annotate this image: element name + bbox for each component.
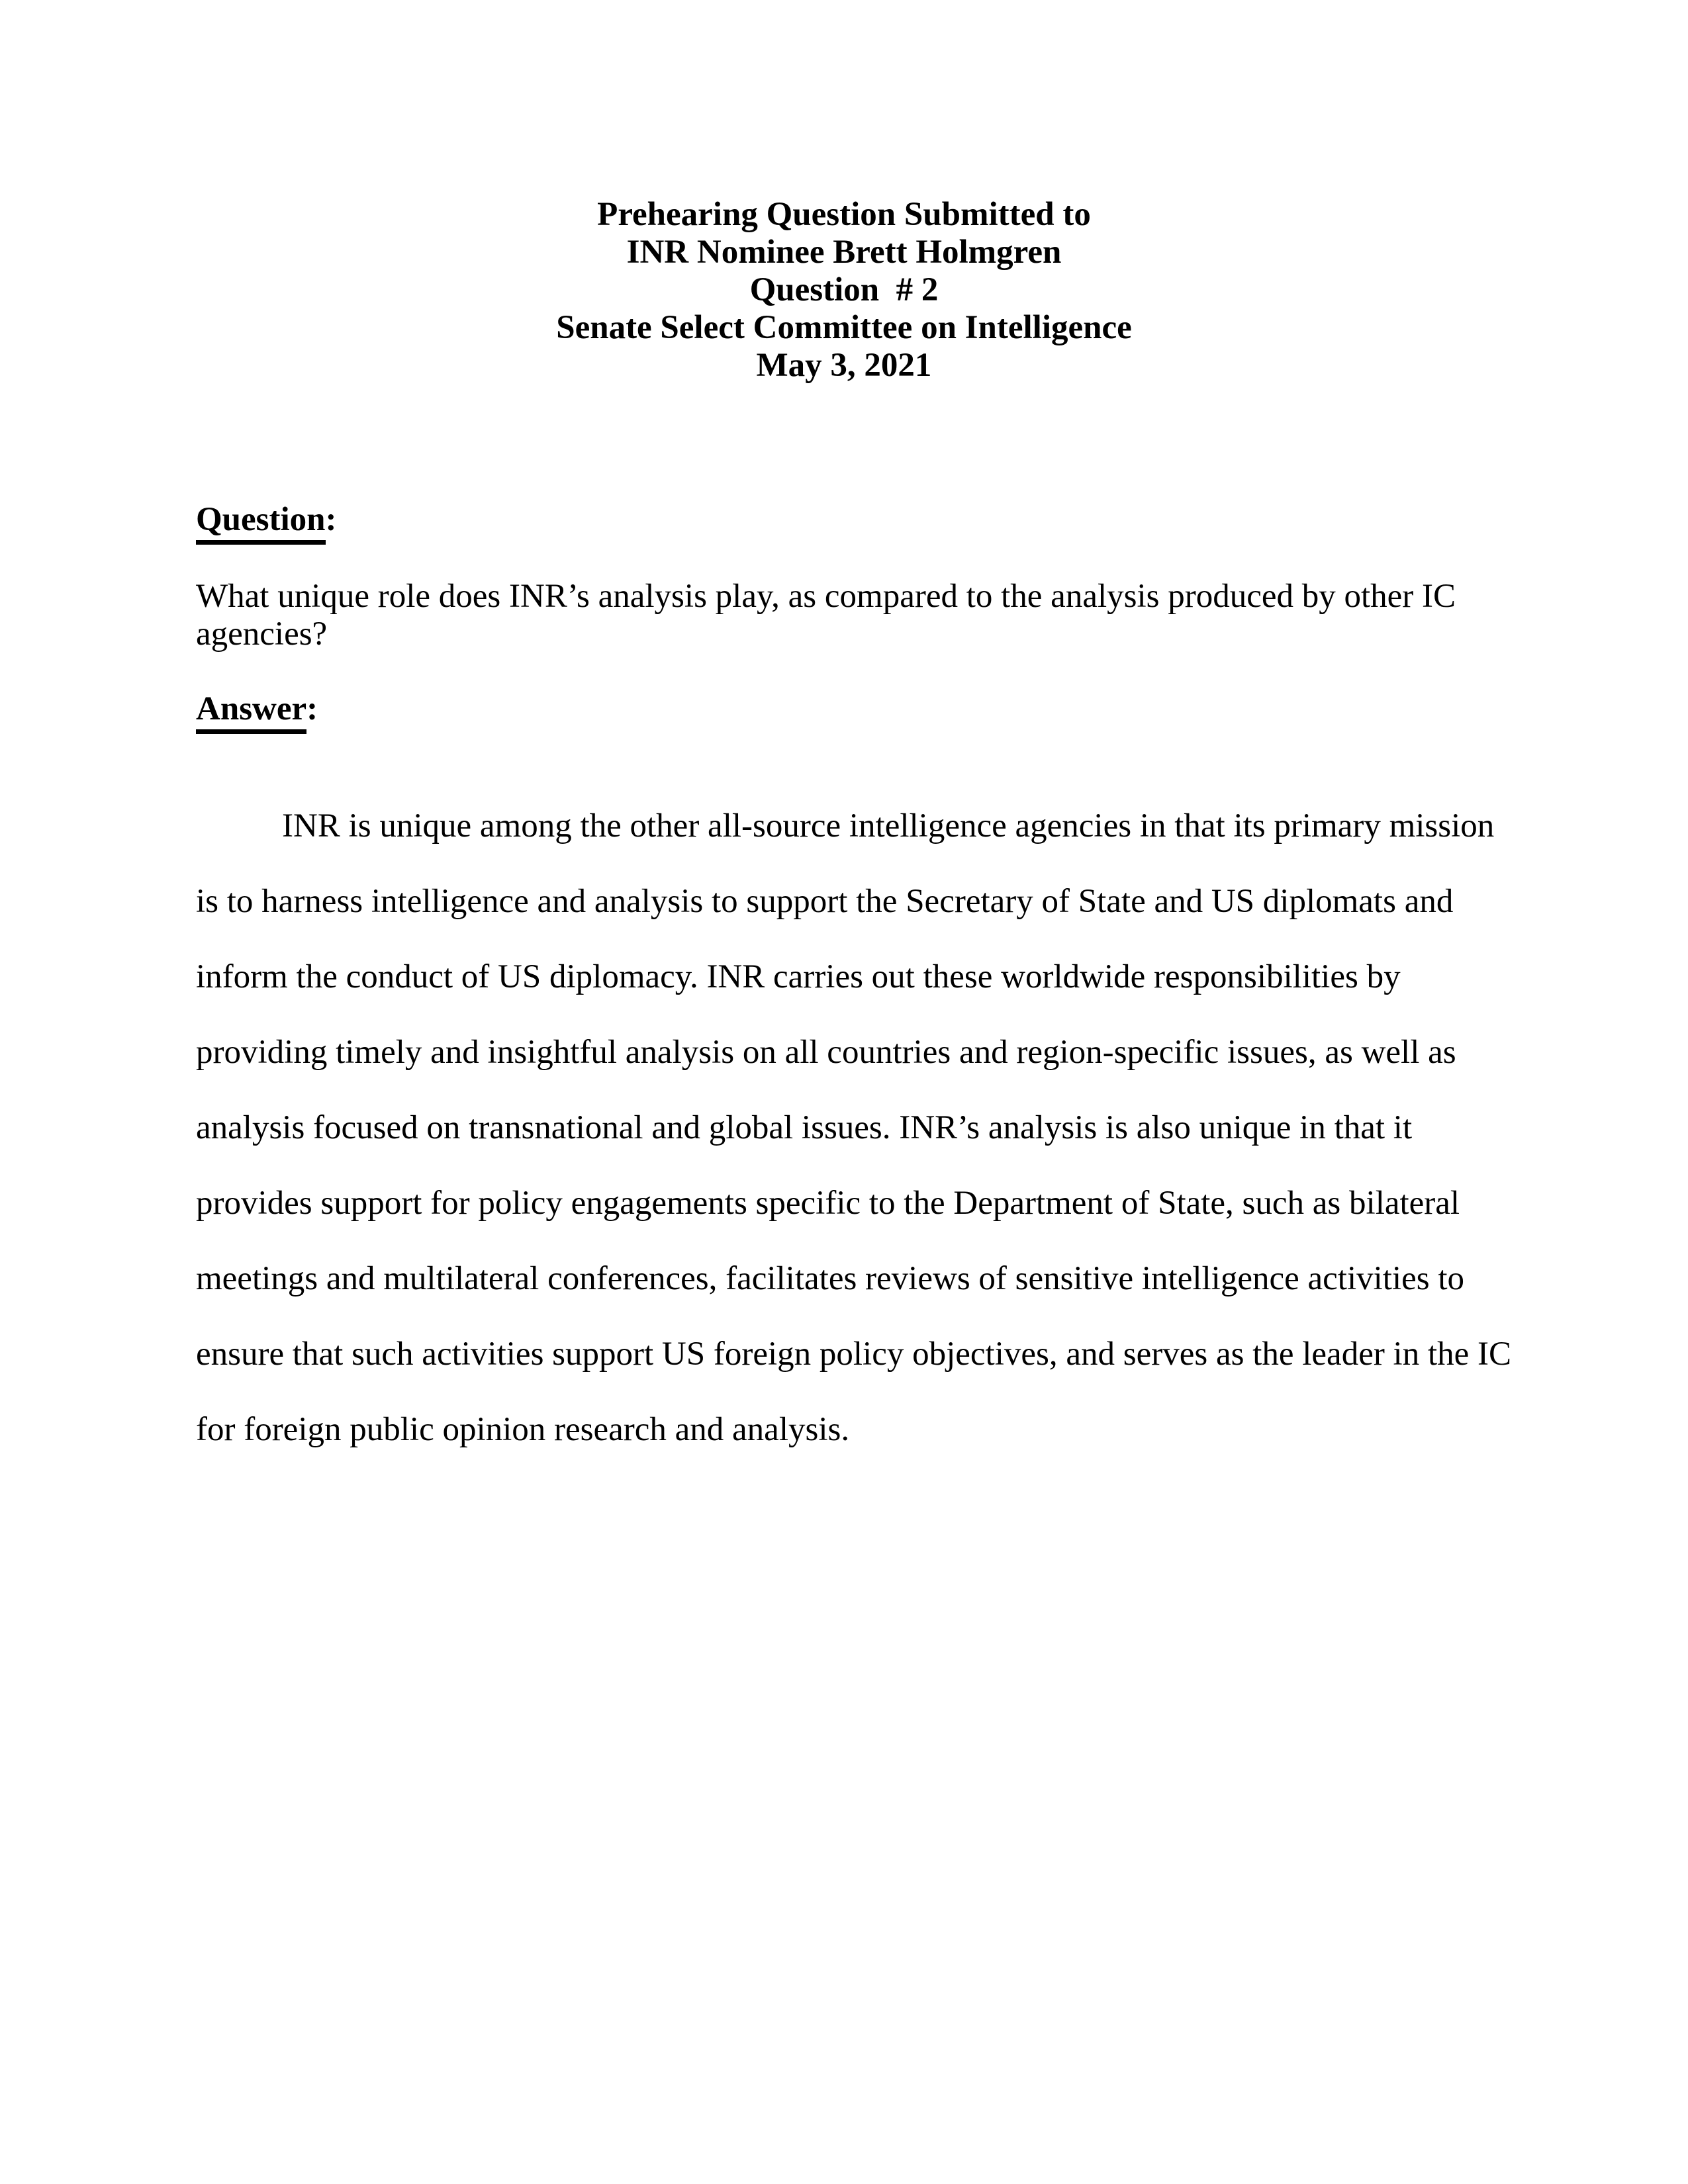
header-line-question-number: Question # 2 bbox=[749, 271, 939, 308]
answer-line: ensure that such activities support US foreign policy objectives, and serves as the leader in the IC bbox=[196, 1336, 1512, 1373]
question-text-line: What unique role does INR’s analysis play, as compared to the analysis produced by other IC bbox=[196, 578, 1456, 615]
answer-label-text: Answer bbox=[196, 690, 306, 734]
header-line-title: Prehearing Question Submitted to bbox=[597, 196, 1091, 233]
answer-line: analysis focused on transnational and global issues. INR’s analysis is also unique in that it bbox=[196, 1109, 1413, 1146]
question-label bbox=[196, 501, 337, 539]
answer-line: meetings and multilateral conferences, facilitates reviews of sensitive intelligence activities to bbox=[196, 1260, 1465, 1297]
document-header bbox=[0, 196, 1688, 385]
header-line-date: May 3, 2021 bbox=[756, 347, 932, 384]
question-text-line: agencies? bbox=[196, 615, 328, 653]
answer-paragraph bbox=[196, 788, 1526, 1467]
answer-line: providing timely and insightful analysis on all countries and region-specific issues, as well as bbox=[196, 1034, 1456, 1071]
question-label-text: Question bbox=[196, 501, 326, 545]
answer-line: inform the conduct of US diplomacy. INR carries out these worldwide responsibilities by bbox=[196, 958, 1401, 995]
answer-line: provides support for policy engagements specific to the Department of State, such as bilateral bbox=[196, 1185, 1460, 1222]
question-label-colon: : bbox=[325, 501, 337, 538]
answer-line: INR is unique among the other all-source intelligence agencies in that its primary mission bbox=[282, 807, 1495, 844]
answer-line: is to harness intelligence and analysis to support the Secretary of State and US diplomats and bbox=[196, 883, 1454, 920]
header-line-nominee: INR Nominee Brett Holmgren bbox=[626, 234, 1062, 271]
question-text bbox=[196, 578, 1520, 653]
answer-label-colon: : bbox=[306, 690, 318, 727]
answer-line: for foreign public opinion research and analysis. bbox=[196, 1411, 850, 1448]
answer-label bbox=[196, 690, 318, 728]
header-line-committee: Senate Select Committee on Intelligence bbox=[556, 309, 1132, 346]
